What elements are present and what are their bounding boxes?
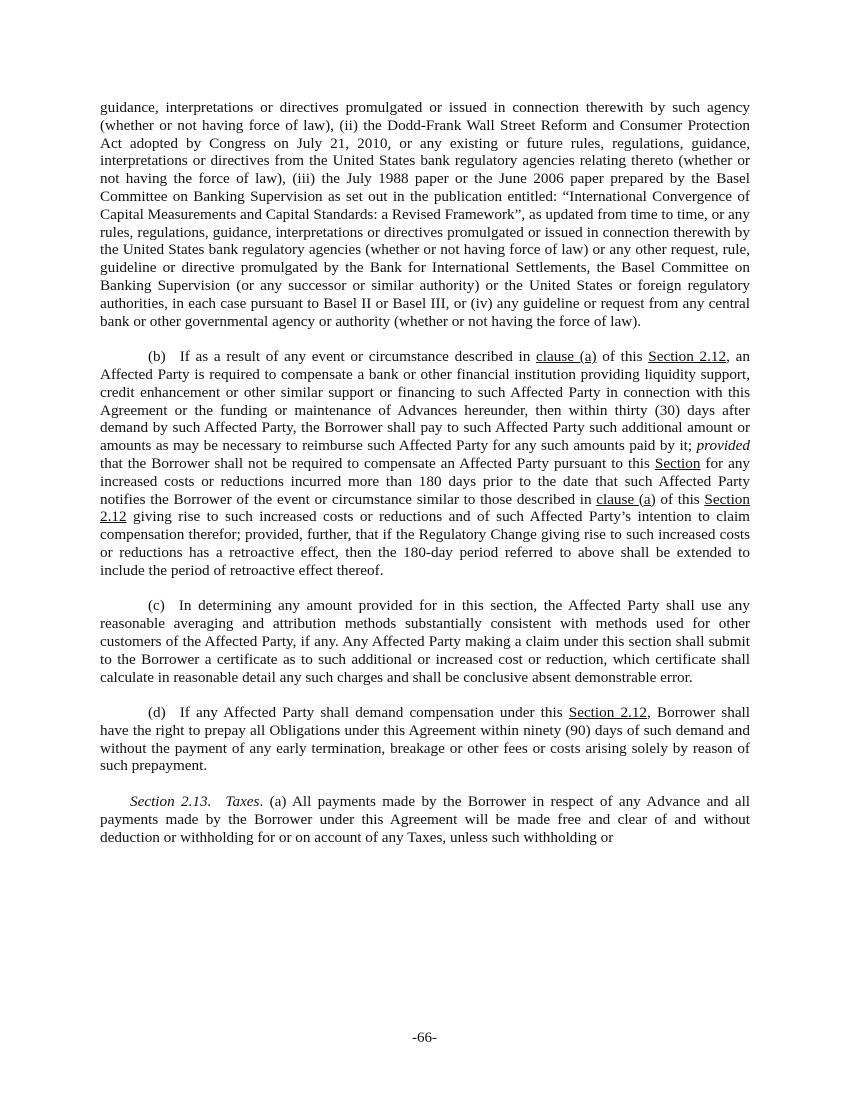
section-2-13-title: Taxes xyxy=(225,793,260,811)
clause-a-reference[interactable]: clause (a) xyxy=(596,490,656,508)
paragraph-b-label: (b) xyxy=(148,348,166,366)
paragraph-c-label: (c) xyxy=(148,597,165,615)
section-2-12-reference[interactable]: Section 2.12 xyxy=(648,348,727,366)
paragraph-c: (c) In determining any amount provided for in this section, the Affected Party shall use any reasonable averaging and attribution methods substantially consistent with methods used for other customers of the Affected Party, if any. Any Affected Party making a claim under this section shall submit to the Borrower a certificate as to such additional or increased cost or reduction, which certificate shall calculate in reasonable detail any such charges and shall be conclusive absent demonstrable error. xyxy=(100,597,750,686)
provided-term: provided xyxy=(696,437,750,455)
section-2-13-number: Section 2.13. xyxy=(130,793,212,811)
paragraph-a-continuation: guidance, interpretations or directives promulgated or issued in connection therewith by such agency (whether or not having force of law), (ii) the Dodd-Frank Wall Street Reform and Consumer Protection Act adopted by Congress on July 21, 2010, or any existing or future rules, regulations, guidance, interpretations or directives from the United States bank regulatory agencies relating thereto (whether or not having the force of law), (iii) the July 1988 paper or the June 2006 paper prepared by the Basel Committee on Banking Supervision as set out in the publication entitled: “International Convergence of Capital Measurements and Capital Standards: a Revised Framework”, as updated from time to time, or any rules, regulations, guidance, interpretations or directives promulgated or issued in connection therewith by the United States bank regulatory agencies (whether or not having force of law) or any other request, rule, guideline or directive promulgated by the Bank for International Settlements, the Basel Committee on Banking Supervision (or any successor or similar authority) or the United States or foreign regulatory authorities, in each case pursuant to Basel II or Basel III, or (iv) any guideline or request from any central bank or other governmental agency or authority (whether or not having the force of law). xyxy=(100,99,750,330)
paragraph-b: (b) If as a result of any event or circumstance described in clause (a) of this Section 2.12, an Affected Party is required to compensate a bank or other financial institution providing liquidity support, credit enhancement or other similar support or financing to such Affected Party in connection with this Agreement or the funding or maintenance of Advances hereunder, then within thirty (30) days after demand by such Affected Party, the Borrower shall pay to such Affected Party such additional amount or amounts as may be necessary to reimburse such Affected Party for any such amounts paid by it; provided that the Borrower shall not be required to compensate an Affected Party pursuant to this Section for any increased costs or reductions incurred more than 180 days prior to the date that such Affected Party notifies the Borrower of the event or circumstance similar to those described in clause (a) of this Section 2.12 giving rise to such increased costs or reductions and of such Affected Party’s intention to claim compensation therefor; provided, further, that if the Regulatory Change giving rise to such increased costs or reductions has a retroactive effect, then the 180-day period referred to above shall be extended to include the period of retroactive effect thereof. xyxy=(100,348,751,579)
section-2-13: Section 2.13. Taxes. (a) All payments made by the Borrower in respect of any Advance and all payments made by the Borrower under this Agreement will be made free and clear of and without deduction or withholding for or on account of any Taxes, unless such withholding or xyxy=(100,793,751,846)
page-number: -66- xyxy=(412,1030,437,1046)
section-2-12-reference[interactable]: Section 2.12 xyxy=(100,490,750,526)
paragraph-d: (d) If any Affected Party shall demand compensation under this Section 2.12, Borrower shall have the right to prepay all Obligations under this Agreement within ninety (90) days of such demand and without the payment of any early termination, breakage or other fees or costs arising solely by reason of such prepayment. xyxy=(100,704,750,775)
paragraph-d-label: (d) xyxy=(148,704,166,722)
document-page xyxy=(100,99,750,864)
section-reference[interactable]: Section xyxy=(654,454,701,472)
section-2-12-reference[interactable]: Section 2.12 xyxy=(568,704,648,722)
clause-a-reference[interactable]: clause (a) xyxy=(536,348,597,366)
